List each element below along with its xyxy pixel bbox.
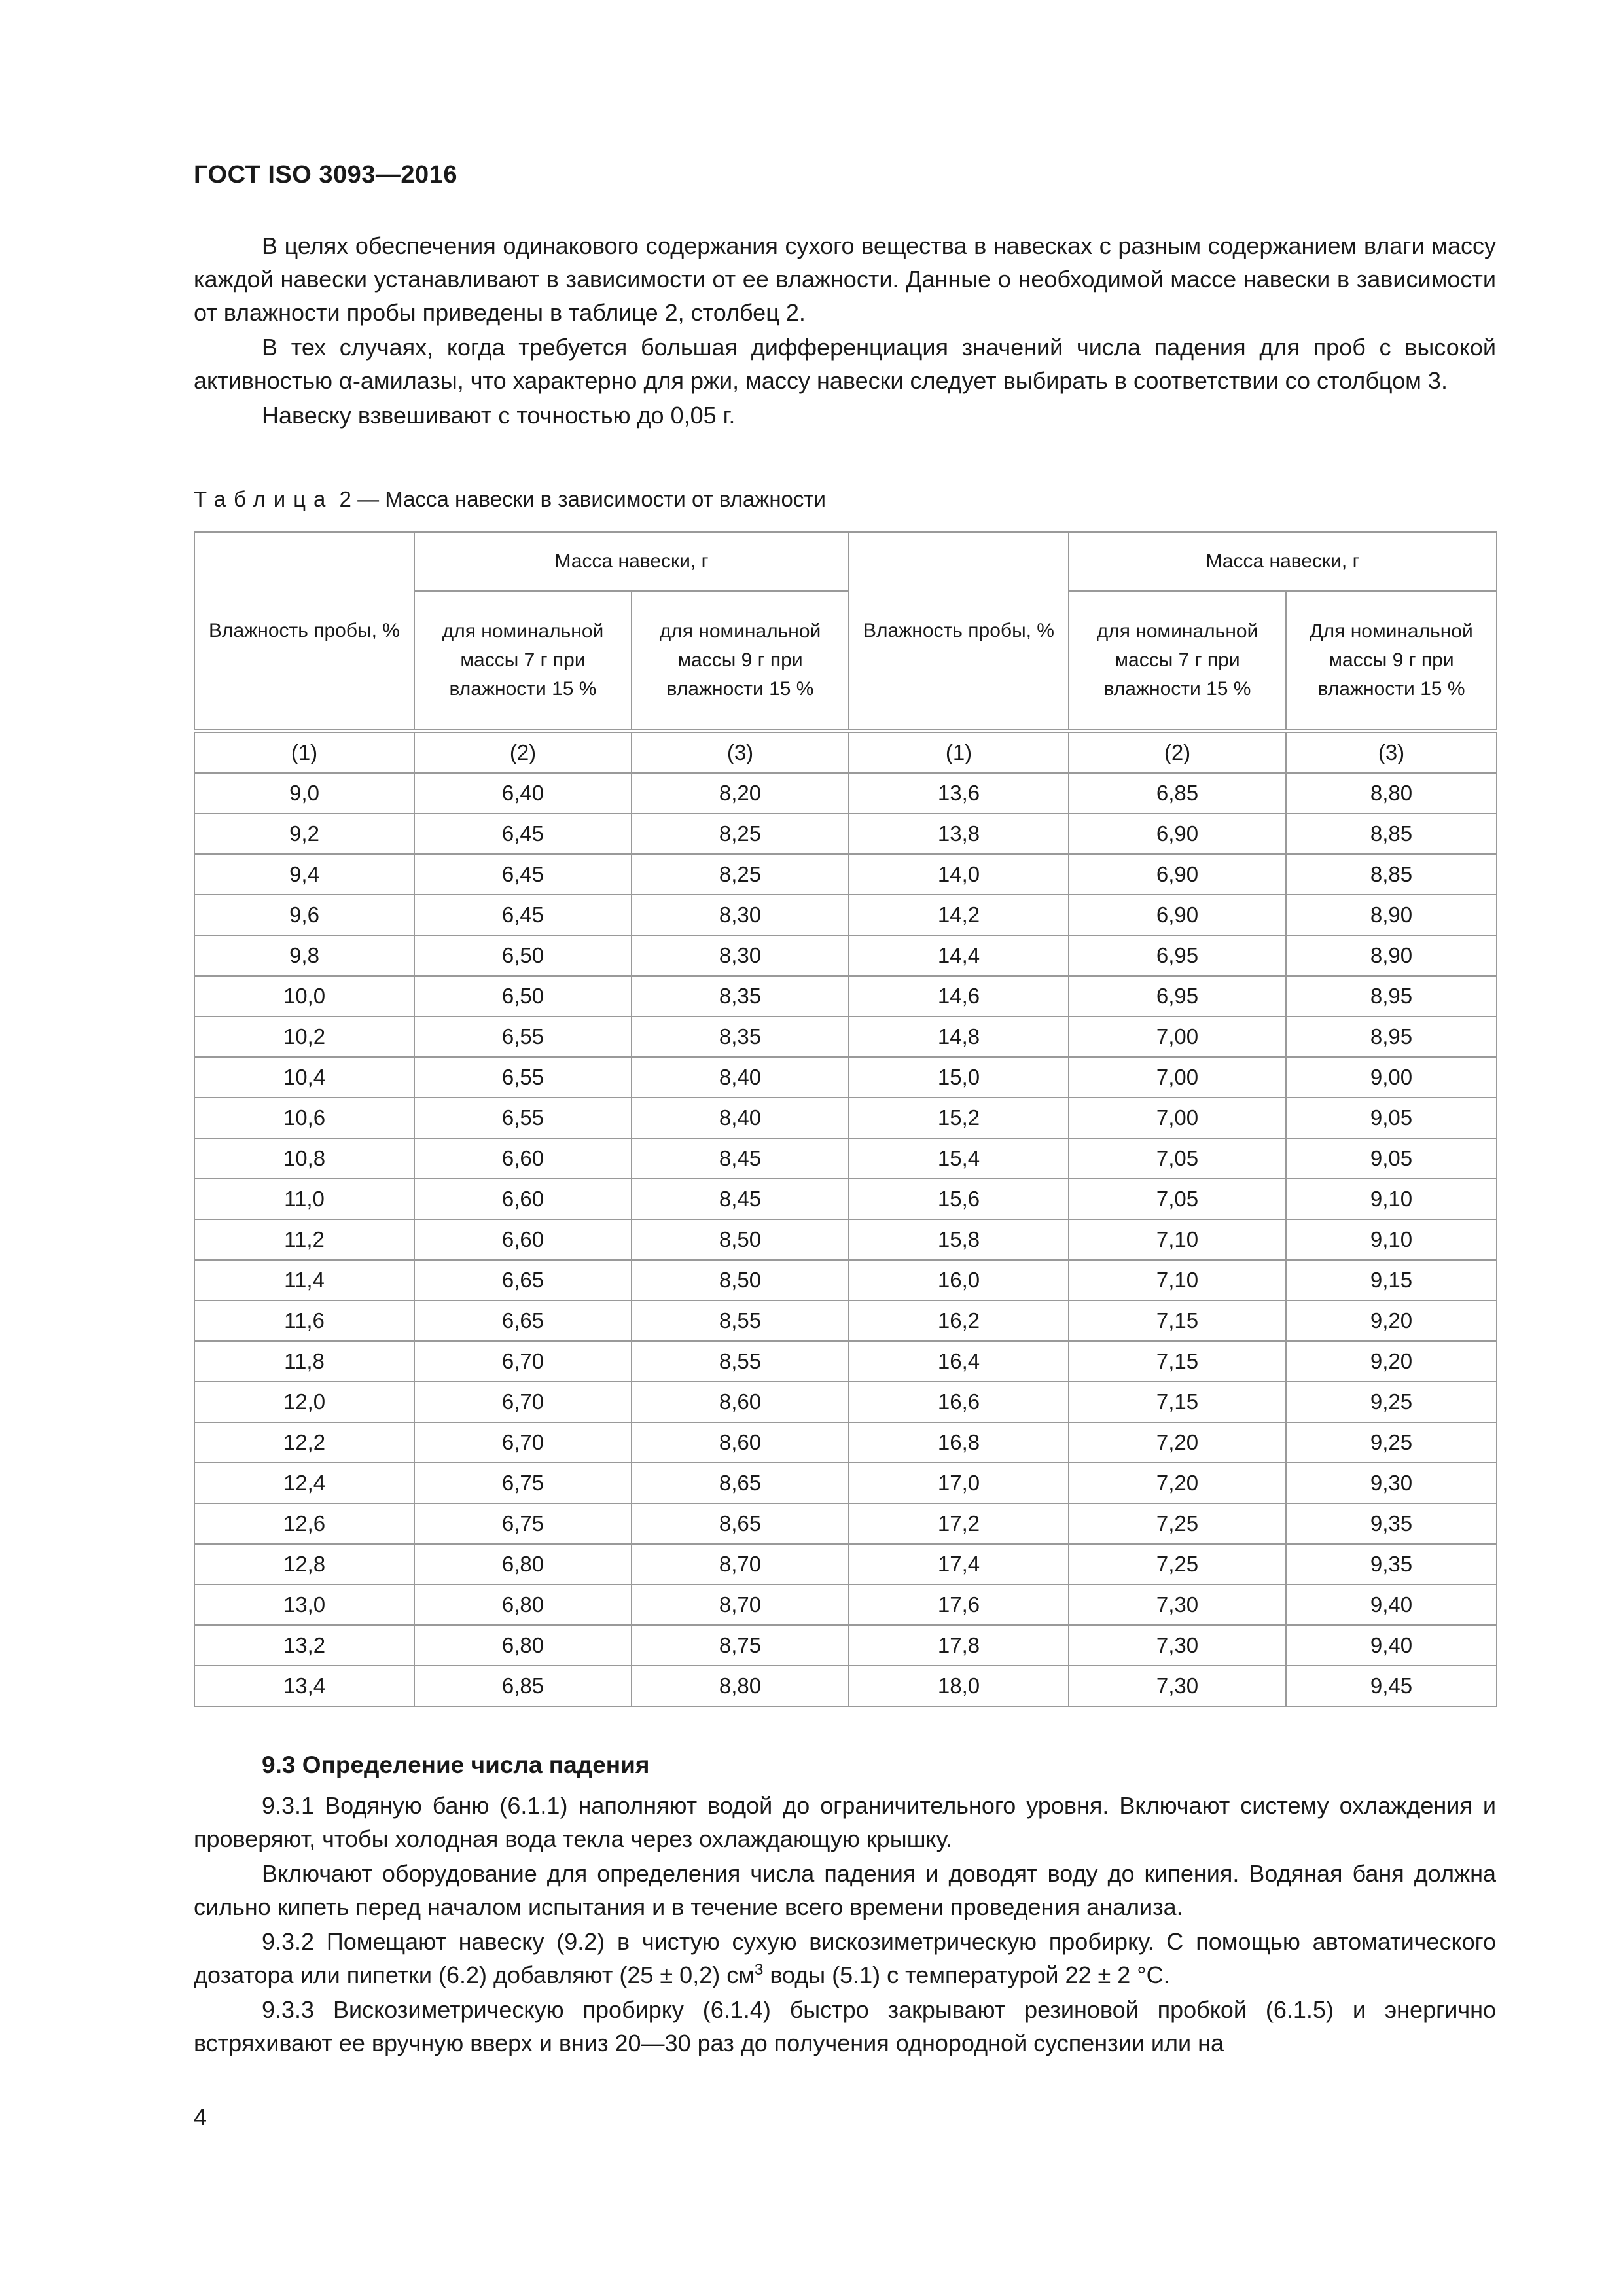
column-number-row	[194, 731, 1497, 773]
table-cell: 8,70	[632, 1585, 849, 1625]
table-cell: 9,30	[1286, 1463, 1497, 1503]
table-cell: 8,50	[632, 1260, 849, 1300]
table-cell: 6,40	[414, 773, 632, 814]
column-number: (1)	[194, 731, 414, 773]
table-cell: 9,35	[1286, 1503, 1497, 1544]
header-mass-7-left: для номинальной массы 7 г при влажности 15 %	[414, 591, 632, 731]
mass-table	[194, 531, 1497, 1707]
table-cell: 6,50	[414, 976, 632, 1016]
section-paragraph-text: 9.3.2 Помещают навеску (9.2) в чистую сухую вискозиметрическую пробирку. С помощью автоматического дозатора или пипетки (6.2) добавляют (25 ± 0,2) см	[194, 1928, 1496, 1988]
table-row	[194, 1138, 1497, 1179]
section-paragraph	[194, 1925, 1496, 1992]
table-row	[194, 854, 1497, 895]
table-cell: 6,60	[414, 1138, 632, 1179]
table-cell: 15,4	[849, 1138, 1069, 1179]
table-cell: 9,35	[1286, 1544, 1497, 1585]
table-cell: 8,95	[1286, 976, 1497, 1016]
table-cell: 7,00	[1069, 1098, 1286, 1138]
table-cell: 7,10	[1069, 1260, 1286, 1300]
header-mass-7-right: для номинальной массы 7 г при влажности 15 %	[1069, 591, 1286, 731]
table-cell: 6,90	[1069, 895, 1286, 935]
table-row	[194, 1341, 1497, 1382]
table-row	[194, 1422, 1497, 1463]
column-number: (1)	[849, 731, 1069, 773]
table-cell: 8,55	[632, 1341, 849, 1382]
table-cell: 13,0	[194, 1585, 414, 1625]
table-cell: 17,0	[849, 1463, 1069, 1503]
table-row	[194, 814, 1497, 854]
table-cell: 8,45	[632, 1138, 849, 1179]
table-cell: 6,80	[414, 1544, 632, 1585]
table-cell: 11,6	[194, 1300, 414, 1341]
table-cell: 9,40	[1286, 1585, 1497, 1625]
table-cell: 7,10	[1069, 1219, 1286, 1260]
table-cell: 11,2	[194, 1219, 414, 1260]
table-row	[194, 1625, 1497, 1666]
table-caption	[194, 487, 826, 512]
table-cell: 14,0	[849, 854, 1069, 895]
table-cell: 7,30	[1069, 1625, 1286, 1666]
table-cell: 14,8	[849, 1016, 1069, 1057]
table-cell: 9,10	[1286, 1219, 1497, 1260]
section-paragraph-text: воды (5.1) с температурой 22 ± 2 °С.	[763, 1962, 1170, 1988]
table-cell: 8,20	[632, 773, 849, 814]
table-cell: 10,8	[194, 1138, 414, 1179]
table-cell: 6,45	[414, 895, 632, 935]
table-cell: 6,80	[414, 1625, 632, 1666]
intro-paragraph: В тех случаях, когда требуется большая дифференциация значений числа падения для проб с высокой активностью α-амилазы, что характерно для ржи, массу навески следует выбирать в соответствии со столбцом 3.	[194, 334, 1496, 394]
column-number: (3)	[1286, 731, 1497, 773]
table-cell: 6,65	[414, 1300, 632, 1341]
table-cell: 9,20	[1286, 1300, 1497, 1341]
table-cell: 16,4	[849, 1341, 1069, 1382]
table-cell: 13,2	[194, 1625, 414, 1666]
table-cell: 9,00	[1286, 1057, 1497, 1098]
table-cell: 10,4	[194, 1057, 414, 1098]
header-mass-group-left: Масса навески, г	[414, 532, 849, 591]
table-cell: 9,10	[1286, 1179, 1497, 1219]
table-cell: 10,0	[194, 976, 414, 1016]
table-cell: 7,00	[1069, 1057, 1286, 1098]
table-cell: 8,35	[632, 1016, 849, 1057]
table-cell: 11,8	[194, 1341, 414, 1382]
table-cell: 7,30	[1069, 1585, 1286, 1625]
table-cell: 6,70	[414, 1382, 632, 1422]
table-cell: 8,65	[632, 1463, 849, 1503]
table-cell: 9,05	[1286, 1138, 1497, 1179]
table-row	[194, 1098, 1497, 1138]
table-cell: 6,45	[414, 814, 632, 854]
table-cell: 7,15	[1069, 1300, 1286, 1341]
section-body	[194, 1789, 1496, 2061]
table-cell: 12,2	[194, 1422, 414, 1463]
section-paragraph: Включают оборудование для определения числа падения и доводят воду до кипения. Водяная баня должна сильно кипеть перед началом испытания и в течение всего времени проведения анализа.	[194, 1860, 1496, 1920]
table-row	[194, 1179, 1497, 1219]
table-cell: 12,4	[194, 1463, 414, 1503]
table-cell: 6,85	[1069, 773, 1286, 814]
table-cell: 6,90	[1069, 854, 1286, 895]
table-cell: 8,40	[632, 1098, 849, 1138]
table-cell: 11,0	[194, 1179, 414, 1219]
table-cell: 12,0	[194, 1382, 414, 1422]
table-body	[194, 731, 1497, 1706]
table-cell: 9,0	[194, 773, 414, 814]
table-row	[194, 1544, 1497, 1585]
table-cell: 9,8	[194, 935, 414, 976]
table-row	[194, 1219, 1497, 1260]
table-cell: 9,05	[1286, 1098, 1497, 1138]
table-cell: 18,0	[849, 1666, 1069, 1706]
table-cell: 8,90	[1286, 935, 1497, 976]
table-cell: 8,60	[632, 1382, 849, 1422]
document-header: ГОСТ ISO 3093—2016	[194, 161, 457, 188]
column-number: (2)	[414, 731, 632, 773]
table-cell: 15,6	[849, 1179, 1069, 1219]
intro-paragraph: В целях обеспечения одинакового содержания сухого вещества в навесках с разным содержанием влаги массу каждой навески устанавливают в зависимости от ее влажности. Данные о необходимой массе навески в зависимости от влажности пробы приведены в таблице 2, столбец 2.	[194, 232, 1496, 326]
table-cell: 17,8	[849, 1625, 1069, 1666]
table-cell: 17,6	[849, 1585, 1069, 1625]
table-cell: 8,50	[632, 1219, 849, 1260]
table-cell: 17,2	[849, 1503, 1069, 1544]
table-row	[194, 1300, 1497, 1341]
table-cell: 6,50	[414, 935, 632, 976]
table-cell: 9,2	[194, 814, 414, 854]
table-cell: 13,8	[849, 814, 1069, 854]
table-row	[194, 1016, 1497, 1057]
table-cell: 7,15	[1069, 1382, 1286, 1422]
intro-text	[194, 229, 1496, 433]
table-cell: 16,6	[849, 1382, 1069, 1422]
table-cell: 8,25	[632, 814, 849, 854]
table-cell: 9,25	[1286, 1382, 1497, 1422]
table-cell: 8,80	[1286, 773, 1497, 814]
table-cell: 16,2	[849, 1300, 1069, 1341]
table-cell: 9,20	[1286, 1341, 1497, 1382]
table-cell: 7,05	[1069, 1179, 1286, 1219]
table-cell: 8,35	[632, 976, 849, 1016]
table-cell: 14,4	[849, 935, 1069, 976]
table-cell: 6,55	[414, 1016, 632, 1057]
table-cell: 6,60	[414, 1219, 632, 1260]
table-cell: 9,15	[1286, 1260, 1497, 1300]
table-cell: 10,2	[194, 1016, 414, 1057]
table-cell: 7,20	[1069, 1422, 1286, 1463]
table-cell: 7,30	[1069, 1666, 1286, 1706]
table-row	[194, 773, 1497, 814]
table-cell: 6,80	[414, 1585, 632, 1625]
page-number: 4	[194, 2104, 207, 2130]
table-row	[194, 1503, 1497, 1544]
section-heading: 9.3 Определение числа падения	[262, 1751, 650, 1778]
table-cell: 6,55	[414, 1098, 632, 1138]
section-paragraph: 9.3.3 Вискозиметрическую пробирку (6.1.4) быстро закрывают резиновой пробкой (6.1.5) и энергично встряхивают ее вручную вверх и вниз 20—30 раз до получения однородной суспензии или на	[194, 1996, 1496, 2056]
table-cell: 12,6	[194, 1503, 414, 1544]
table-cell: 9,6	[194, 895, 414, 935]
header-mass-group-right: Масса навески, г	[1069, 532, 1497, 591]
column-number: (2)	[1069, 731, 1286, 773]
column-number: (3)	[632, 731, 849, 773]
table-cell: 13,4	[194, 1666, 414, 1706]
table-cell: 9,25	[1286, 1422, 1497, 1463]
table-row	[194, 895, 1497, 935]
table-cell: 6,45	[414, 854, 632, 895]
table-cell: 6,90	[1069, 814, 1286, 854]
table-cell: 7,00	[1069, 1016, 1286, 1057]
table-cell: 8,40	[632, 1057, 849, 1098]
table-cell: 16,0	[849, 1260, 1069, 1300]
table-cell: 10,6	[194, 1098, 414, 1138]
table-cell: 15,8	[849, 1219, 1069, 1260]
table-cell: 6,75	[414, 1463, 632, 1503]
table-cell: 6,95	[1069, 976, 1286, 1016]
table-cell: 7,15	[1069, 1341, 1286, 1382]
table-cell: 8,55	[632, 1300, 849, 1341]
table-cell: 7,20	[1069, 1463, 1286, 1503]
header-moisture-right: Влажность пробы, %	[849, 532, 1069, 731]
table-cell: 8,85	[1286, 854, 1497, 895]
table-caption-text: 2 — Масса навески в зависимости от влажности	[333, 487, 826, 511]
section-paragraph: 9.3.1 Водяную баню (6.1.1) наполняют водой до ограничительного уровня. Включают систему охлаждения и проверяют, чтобы холодная вода текла через охлаждающую крышку.	[194, 1792, 1496, 1852]
table-cell: 8,85	[1286, 814, 1497, 854]
table-cell: 8,30	[632, 895, 849, 935]
table-row	[194, 1382, 1497, 1422]
table-cell: 9,40	[1286, 1625, 1497, 1666]
header-mass-9-right: Для номинальной массы 9 г при влажности 15 %	[1286, 591, 1497, 731]
table-cell: 11,4	[194, 1260, 414, 1300]
table-cell: 8,30	[632, 935, 849, 976]
table-cell: 7,25	[1069, 1544, 1286, 1585]
table-cell: 8,95	[1286, 1016, 1497, 1057]
table-cell: 8,75	[632, 1625, 849, 1666]
table-cell: 6,55	[414, 1057, 632, 1098]
table-cell: 6,65	[414, 1260, 632, 1300]
table-cell: 8,25	[632, 854, 849, 895]
table-cell: 15,0	[849, 1057, 1069, 1098]
table-cell: 8,60	[632, 1422, 849, 1463]
table-cell: 7,05	[1069, 1138, 1286, 1179]
table-row	[194, 1463, 1497, 1503]
header-moisture-left: Влажность пробы, %	[194, 532, 414, 731]
superscript: 3	[754, 1961, 764, 1979]
table-cell: 6,60	[414, 1179, 632, 1219]
table-cell: 8,80	[632, 1666, 849, 1706]
table-row	[194, 1057, 1497, 1098]
header-mass-9-left: для номинальной массы 9 г при влажности 15 %	[632, 591, 849, 731]
table-cell: 8,70	[632, 1544, 849, 1585]
table-caption-lead: Таблица	[194, 487, 334, 511]
table-cell: 6,85	[414, 1666, 632, 1706]
table-row	[194, 1666, 1497, 1706]
table-cell: 9,45	[1286, 1666, 1497, 1706]
table-cell: 13,6	[849, 773, 1069, 814]
table-cell: 6,70	[414, 1422, 632, 1463]
table-cell: 9,4	[194, 854, 414, 895]
table-row	[194, 1260, 1497, 1300]
table-row	[194, 976, 1497, 1016]
table-cell: 6,70	[414, 1341, 632, 1382]
table-row	[194, 935, 1497, 976]
table-cell: 14,6	[849, 976, 1069, 1016]
intro-paragraph: Навеску взвешивают с точностью до 0,05 г.	[262, 402, 736, 429]
table-cell: 8,90	[1286, 895, 1497, 935]
table-cell: 7,25	[1069, 1503, 1286, 1544]
table-cell: 6,75	[414, 1503, 632, 1544]
table-cell: 12,8	[194, 1544, 414, 1585]
table-cell: 8,65	[632, 1503, 849, 1544]
table-cell: 6,95	[1069, 935, 1286, 976]
table-cell: 8,45	[632, 1179, 849, 1219]
table-cell: 15,2	[849, 1098, 1069, 1138]
table-cell: 16,8	[849, 1422, 1069, 1463]
table-cell: 14,2	[849, 895, 1069, 935]
table-cell: 17,4	[849, 1544, 1069, 1585]
table-row	[194, 1585, 1497, 1625]
